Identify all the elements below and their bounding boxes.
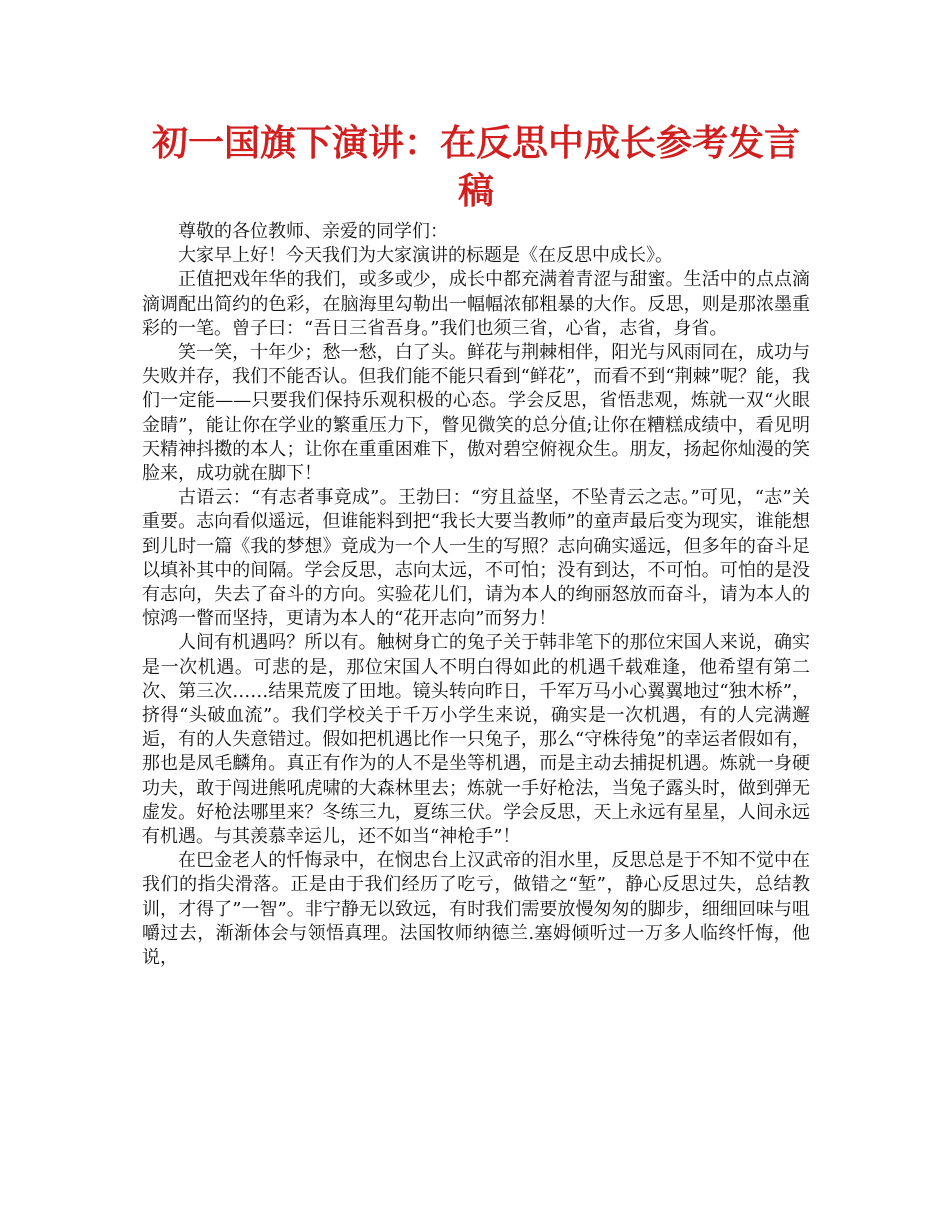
document-body (142, 220, 810, 970)
body-paragraph: 古语云：“有志者事竟成”。王勃曰：“穷且益坚，不坠青云之志。”可见，“志”关重要。志向看似遥远，但谁能料到把“我长大要当教师”的童声最后变为现实，谁能想到儿时一篇《我的梦想》竟成为一个人一生的写照？志向确实遥远，但多年的奋斗足以填补其中的间隔。学会反思，志向太远，不可怕；没有到达，不可怕。可怕的是没有志向，失去了奋斗的方向。实验花儿们，请为本人的绚丽怒放而奋斗，请为本人的惊鸿一瞥而坚持，更请为本人的“花开志向”而努力！ (142, 487, 810, 630)
salutation: 尊敬的各位教师、亲爱的同学们： (178, 221, 448, 242)
document-title: 初一国旗下演讲：在反思中成长参考发言稿 (151, 123, 800, 212)
body-paragraph: 在巴金老人的忏悔录中，在悯忠台上汉武帝的泪水里，反思总是于不知不觉中在我们的指尖滑落。正是由于我们经历了吃亏，做错之“堑”，静心反思过失，总结教训，才得了”一智”。非宁静无以致远，有时我们需要放慢匆匆的脚步，细细回味与咀嚼过去，渐渐体会与领悟真理。法国牧师纳德兰.塞姆倾听过一万多人临终忏悔，他说， (142, 850, 810, 969)
greeting-paragraph: 大家早上好！今天我们为大家演讲的标题是《在反思中成长》。 (178, 245, 673, 267)
body-paragraph: 正值把戏年华的我们，或多或少，成长中都充满着青涩与甜蜜。生活中的点点滴滴调配出简约的色彩，在脑海里勾勒出一幅幅浓郁粗暴的大作。反思，则是那浓墨重彩的一笔。曾子曰：“吾日三省吾身。”我们也须三省，心省，志省，身省。 (142, 269, 810, 339)
document-page (142, 120, 810, 970)
body-paragraph: 人间有机遇吗？所以有。触树身亡的兔子关于韩非笔下的那位宋国人来说，确实是一次机遇。可悲的是，那位宋国人不明白得如此的机遇千载难逢，他希望有第二次、第三次……结果荒废了田地。镜头转向昨日，千军万马小心翼翼地过“独木桥”，挤得“头破血流”。我们学校关于千万小学生来说，确实是一次机遇，有的人完满邂逅，有的人失意错过。假如把机遇比作一只兔子，那么“守株待兔”的幸运者假如有，那也是凤毛麟角。真正有作为的人不是坐等机遇，而是主动去捕捉机遇。炼就一身硬功夫，敢于闯进熊吼虎啸的大森林里去；炼就一手好枪法，当兔子露头时，做到弹无虚发。好枪法哪里来？冬练三九，夏练三伏。学会反思，天上永远有星星，人间永远有机遇。与其羡慕幸运儿，还不如当“神枪手”！ (142, 632, 810, 848)
body-paragraph: 笑一笑，十年少；愁一愁，白了头。鲜花与荆棘相伴，阳光与风雨同在，成功与失败并存，我们不能否认。但我们能不能只看到“鲜花”，而看不到“荆棘”呢？能，我们一定能——只要我们保持乐观积极的心态。学会反思，省悟悲观，炼就一双“火眼金睛”，能让你在学业的繁重压力下，瞥见微笑的总分值;让你在糟糕成绩中，看见明天精神抖擞的本人；让你在重重困难下，傲对碧空俯视众生。朋友，扬起你灿漫的笑脸来，成功就在脚下！ (142, 342, 810, 485)
